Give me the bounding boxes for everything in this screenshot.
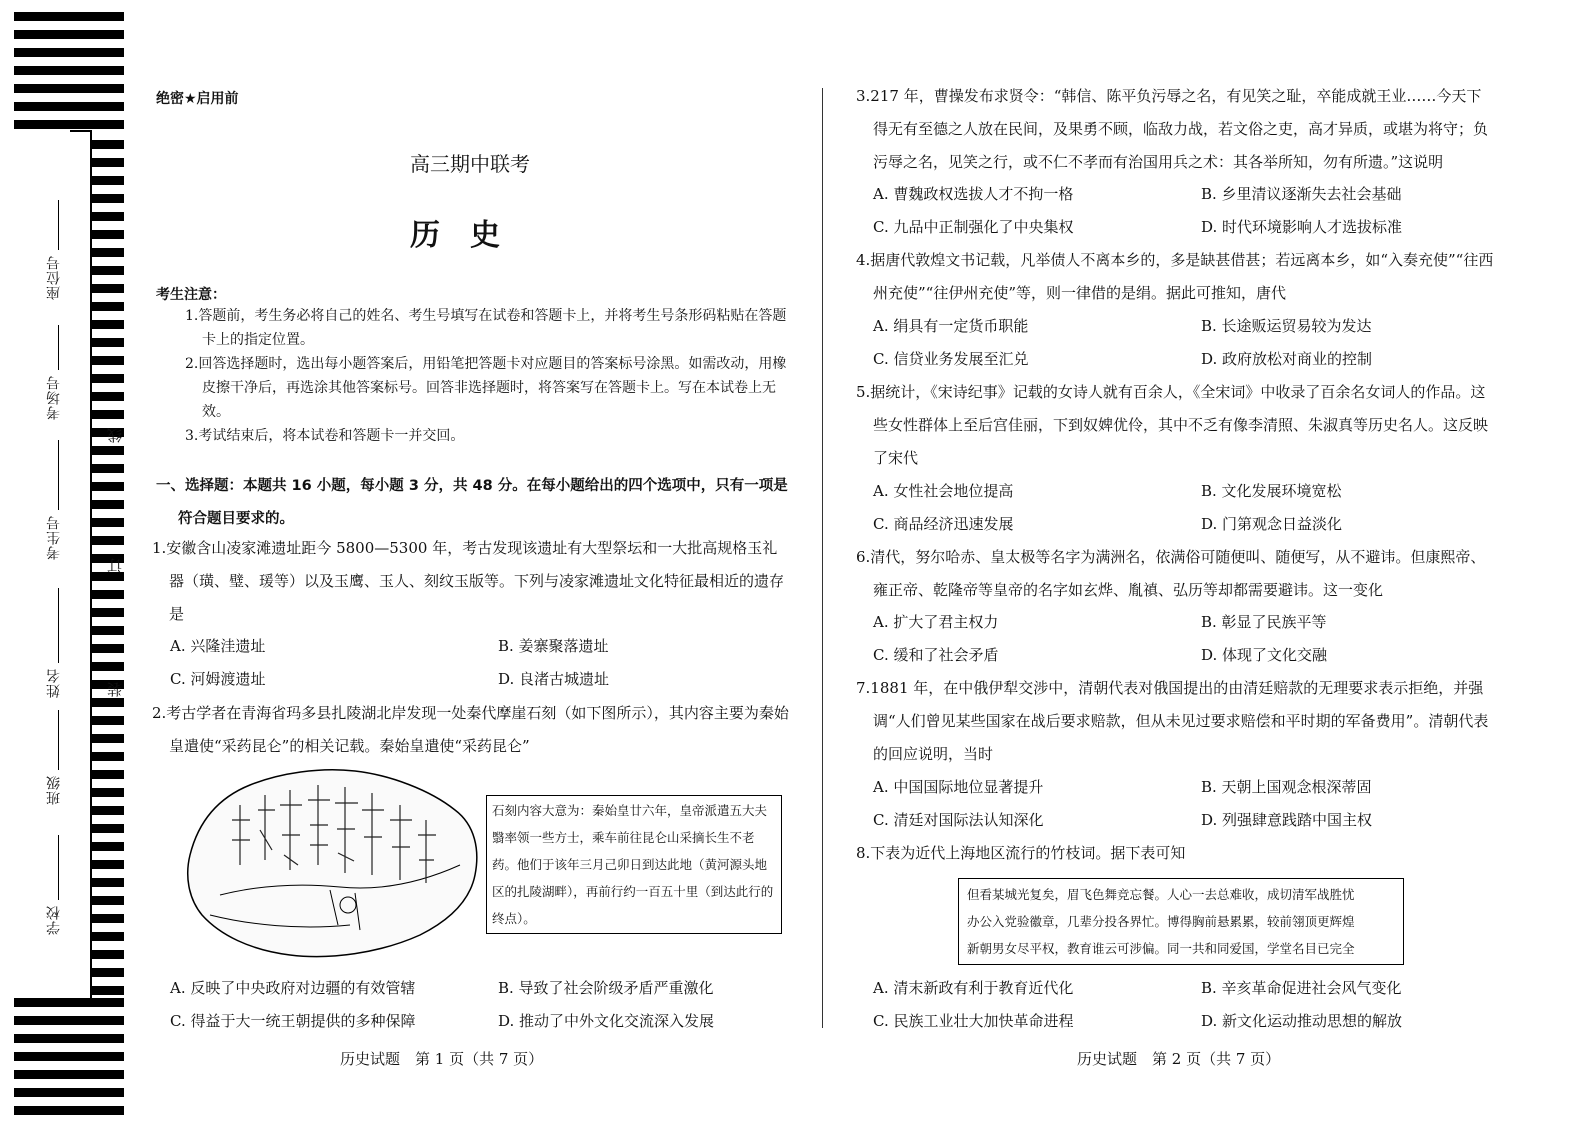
binding-mark-line: 线 — [106, 428, 124, 443]
poem-line: 办公入党验徽章，几辈分投各界忙。博得胸前悬累累，较前翎顶更辉煌 — [967, 914, 1355, 929]
subject-title: 历史 — [410, 218, 530, 253]
margin-stripe — [92, 284, 124, 293]
margin-stripe — [92, 878, 124, 887]
option-a[interactable]: A. 兴隆洼遗址 — [170, 637, 266, 655]
name-field[interactable] — [58, 588, 59, 663]
margin-stripe — [92, 698, 124, 707]
margin-stripe — [92, 950, 124, 959]
option-b[interactable]: B. 辛亥革命促进社会风气变化 — [1201, 979, 1402, 997]
option-c[interactable]: C. 得益于大一统王朝提供的多种保障 — [170, 1012, 416, 1030]
margin-stripe — [92, 338, 124, 347]
option-d[interactable]: D. 门第观念日益淡化 — [1201, 515, 1343, 533]
margin-stripe — [14, 1070, 124, 1079]
option-b[interactable]: B. 乡里清议逐渐失去社会基础 — [1201, 185, 1402, 203]
binding-mark-order: 订 — [106, 558, 124, 573]
margin-stripe — [92, 446, 124, 455]
option-c[interactable]: C. 河姆渡遗址 — [170, 670, 266, 688]
margin-stripe — [92, 644, 124, 653]
seat-number-field[interactable] — [58, 200, 59, 250]
margin-stripe — [92, 986, 124, 995]
poem-line: 新朝男女尽平权，教育谁云可涉偏。同一共和同爱国，学堂名目已完全 — [967, 941, 1355, 956]
margin-stripe — [92, 626, 124, 635]
option-c[interactable]: C. 民族工业壮大加快革命进程 — [873, 1012, 1074, 1030]
option-c[interactable]: C. 清廷对国际法认知深化 — [873, 811, 1044, 829]
question-stem: 7.1881 年，在中俄伊犁交涉中，清朝代表对俄国提出的由清廷赔款的无理要求表示拒绝，并强调“人们曾见某些国家在战后要求赔款，但从未见过要求赔偿和平时期的军备费用”。清朝代表的回应说明，当时 — [856, 679, 1489, 763]
exam-title: 高三期中联考 — [410, 152, 530, 176]
margin-stripe — [92, 896, 124, 905]
margin-stripe — [92, 212, 124, 221]
binding-mark-bind: 装 — [106, 682, 124, 697]
margin-stripe — [92, 734, 124, 743]
option-d[interactable]: D. 政府放松对商业的控制 — [1201, 350, 1373, 368]
margin-stripe — [92, 158, 124, 167]
section-heading-line: 一、选择题：本题共 16 小题，每小题 3 分，共 48 分。在每小题给出的四个选项中，只有一项是 — [156, 478, 788, 494]
exam-room-label: 考场号 — [46, 375, 62, 420]
margin-stripe — [14, 66, 124, 75]
notice-item: 3.考试结束后，将本试卷和答题卡一并交回。 — [185, 428, 465, 444]
question-stem: 1.安徽含山凌家滩遗址距今 5800—5300 年，考古发现该遗址有大型祭坛和一大批高规格玉礼器（璜、璧、瑗等）以及玉鹰、玉人、刻纹玉版等。下列与凌家滩遗址文化特征最相近的遗存是 — [152, 539, 785, 623]
option-d[interactable]: D. 体现了文化交融 — [1201, 646, 1328, 664]
option-a[interactable]: A. 中国国际地位显著提升 — [873, 778, 1044, 796]
question-6 — [856, 541, 1496, 607]
school-field[interactable] — [58, 835, 59, 900]
margin-stripe — [92, 320, 124, 329]
option-b[interactable]: B. 彰显了民族平等 — [1201, 613, 1327, 631]
margin-stripe — [92, 482, 124, 491]
margin-stripe — [92, 194, 124, 203]
margin-stripe — [92, 806, 124, 815]
question-2 — [152, 697, 792, 763]
margin-stripe — [92, 824, 124, 833]
question-8 — [856, 837, 1496, 870]
option-d[interactable]: D. 时代环境影响人才选拔标准 — [1201, 218, 1403, 236]
notice-heading: 考生注意： — [156, 287, 226, 303]
option-d[interactable]: D. 良渚古城遗址 — [498, 670, 610, 688]
question-3 — [856, 80, 1496, 179]
class-field[interactable] — [58, 710, 59, 770]
page-divider — [822, 88, 823, 1028]
margin-stripe — [92, 230, 124, 239]
question-stem: 4.据唐代敦煌文书记载，凡举债人不离本乡的，多是缺甚借甚；若远离本乡，如“入奏充使”“往西州充使”“往伊州充使”等，则一律借的是绢。据此可推知，唐代 — [856, 251, 1494, 302]
margin-stripe — [92, 932, 124, 941]
class-label: 班级 — [46, 775, 62, 805]
margin-stripe — [14, 12, 124, 21]
margin-stripe — [92, 248, 124, 257]
school-label: 学校 — [46, 905, 62, 935]
question-4 — [856, 244, 1496, 310]
candidate-number-label: 考生号 — [46, 515, 62, 560]
exam-room-field[interactable] — [58, 325, 59, 370]
margin-stripe — [92, 302, 124, 311]
confidential-mark: 绝密★启用前 — [156, 91, 239, 107]
notice-item: 1.答题前，考生务必将自己的姓名、考生号填写在试卷和答题卡上，并将考生号条形码粘贴在答题卡上的指定位置。 — [185, 308, 787, 348]
margin-stripe — [14, 30, 124, 39]
margin-stripe — [92, 464, 124, 473]
option-d[interactable]: D. 推动了中外文化交流深入发展 — [498, 1012, 715, 1030]
margin-stripe — [14, 120, 124, 129]
option-a[interactable]: A. 绢具有一定货币职能 — [873, 317, 1029, 335]
option-d[interactable]: D. 列强肆意践踏中国主权 — [1201, 811, 1373, 829]
page-footer: 历史试题 第 2 页（共 7 页） — [1077, 1050, 1281, 1068]
binding-line — [90, 130, 92, 1000]
margin-stripe — [92, 176, 124, 185]
question-stem: 2.考古学者在青海省玛多县扎陵湖北岸发现一处秦代摩崖石刻（如下图所示），其内容主要为秦始皇遣使“采药昆仑”的相关记载。秦始皇遣使“采药昆仑” — [152, 704, 789, 755]
binding-line — [70, 130, 92, 132]
page-right — [852, 0, 1494, 1138]
margin-stripe — [92, 608, 124, 617]
question-stem: 8.下表为近代上海地区流行的竹枝词。据下表可知 — [856, 844, 1186, 862]
option-b[interactable]: B. 文化发展环境宽松 — [1201, 482, 1342, 500]
margin-stripe — [92, 500, 124, 509]
question-1 — [152, 532, 792, 631]
question-7 — [856, 672, 1496, 771]
binding-line — [70, 998, 92, 1000]
option-a[interactable]: A. 扩大了君主权力 — [873, 613, 999, 631]
question-stem: 3.217 年，曹操发布求贤令：“韩信、陈平负污辱之名，有见笑之耻，卒能成就王业……今天下得无有至德之人放在民间，及果勇不顾，临敌力战，若文俗之吏，高才异质，或堪为将守；负污辱之名，见笑之行，或不仁不孝而有治国用兵之术：其各举所知，勿有所遗。”这说明 — [856, 87, 1489, 171]
margin-stripe — [92, 266, 124, 275]
margin-stripe — [14, 1052, 124, 1061]
page-footer: 历史试题 第 1 页（共 7 页） — [340, 1050, 544, 1068]
bamboo-branch-poem-table — [958, 878, 1404, 965]
notice-item: 2.回答选择题时，选出每小题答案后，用铅笔把答题卡对应题目的答案标号涂黑。如需改动，用橡皮擦干净后，再选涂其他答案标号。回答非选择题时，将答案写在答题卡上。写在本试卷上无效。 — [185, 356, 787, 420]
option-b[interactable]: B. 姜寨聚落遗址 — [498, 637, 609, 655]
page-left — [150, 0, 790, 1138]
seat-number-label: 座位号 — [46, 255, 62, 300]
option-c[interactable]: C. 缓和了社会矛盾 — [873, 646, 999, 664]
option-a[interactable]: A. 曹魏政权选拔人才不拘一格 — [873, 185, 1074, 203]
option-a[interactable]: A. 反映了中央政府对边疆的有效管辖 — [170, 979, 416, 997]
margin-stripe — [14, 998, 124, 1007]
option-a[interactable]: A. 清末新政有利于教育近代化 — [873, 979, 1074, 997]
margin-stripe — [92, 716, 124, 725]
margin-stripe — [92, 410, 124, 419]
option-d[interactable]: D. 新文化运动推动思想的解放 — [1201, 1012, 1403, 1030]
margin-stripe — [92, 662, 124, 671]
margin-stripe — [14, 1034, 124, 1043]
margin-stripe — [14, 48, 124, 57]
rock-carving-illustration — [180, 765, 485, 965]
margin-stripe — [92, 752, 124, 761]
margin-stripe — [92, 770, 124, 779]
margin-stripe — [14, 1088, 124, 1097]
margin-stripe — [92, 536, 124, 545]
option-b[interactable]: B. 导致了社会阶级矛盾严重激化 — [498, 979, 714, 997]
option-b[interactable]: B. 长途贩运贸易较为发达 — [1201, 317, 1372, 335]
margin-stripe — [92, 590, 124, 599]
margin-stripe — [92, 374, 124, 383]
name-label: 姓名 — [46, 668, 62, 698]
margin-stripe — [92, 518, 124, 527]
margin-stripe — [14, 1016, 124, 1025]
margin-stripe — [92, 914, 124, 923]
section-heading — [156, 470, 796, 536]
margin-stripe — [14, 84, 124, 93]
margin-stripe — [92, 356, 124, 365]
question-5 — [856, 376, 1496, 475]
margin-stripe — [92, 572, 124, 581]
question-stem: 6.清代，努尔哈赤、皇太极等名字为满洲名，依满俗可随便叫、随便写，从不避讳。但康熙帝、雍正帝、乾隆帝等皇帝的名字如玄烨、胤禛、弘历等却都需要避讳。这一变化 — [856, 548, 1486, 599]
margin-stripe — [92, 392, 124, 401]
section-heading-line: 符合题目要求的。 — [178, 511, 294, 527]
option-b[interactable]: B. 天朝上国观念根深蒂固 — [1201, 778, 1372, 796]
margin-stripe — [92, 788, 124, 797]
poem-line: 但看某城光复矣，眉飞色舞竞忘餐。人心一去总难收，成切清军战胜忧 — [967, 887, 1355, 902]
notice-list — [185, 304, 795, 448]
option-c[interactable]: C. 商品经济迅速发展 — [873, 515, 1014, 533]
option-c[interactable]: C. 信贷业务发展至汇兑 — [873, 350, 1029, 368]
rock-carving-caption: 石刻内容大意为：秦始皇廿六年，皇帝派遣五大夫翳率领一些方士，乘车前往昆仑山采摘长生不老药。他们于该年三月己卯日到达此地（黄河源头地区的扎陵湖畔），再前行约一百五十里（到达此行的终点）。 — [486, 795, 782, 934]
margin-stripe — [14, 102, 124, 111]
margin-stripe — [14, 1106, 124, 1115]
margin-stripe — [92, 968, 124, 977]
margin-stripe — [92, 140, 124, 149]
margin-stripe — [92, 860, 124, 869]
option-c[interactable]: C. 九品中正制强化了中央集权 — [873, 218, 1074, 236]
margin-stripe — [92, 842, 124, 851]
candidate-number-field[interactable] — [58, 440, 59, 510]
question-stem: 5.据统计，《宋诗纪事》记载的女诗人就有百余人，《全宋词》中收录了百余名女词人的作品。这些女性群体上至后宫佳丽，下到奴婢优伶，其中不乏有像李清照、朱淑真等历史名人。这反映了宋代 — [856, 383, 1489, 467]
option-a[interactable]: A. 女性社会地位提高 — [873, 482, 1014, 500]
